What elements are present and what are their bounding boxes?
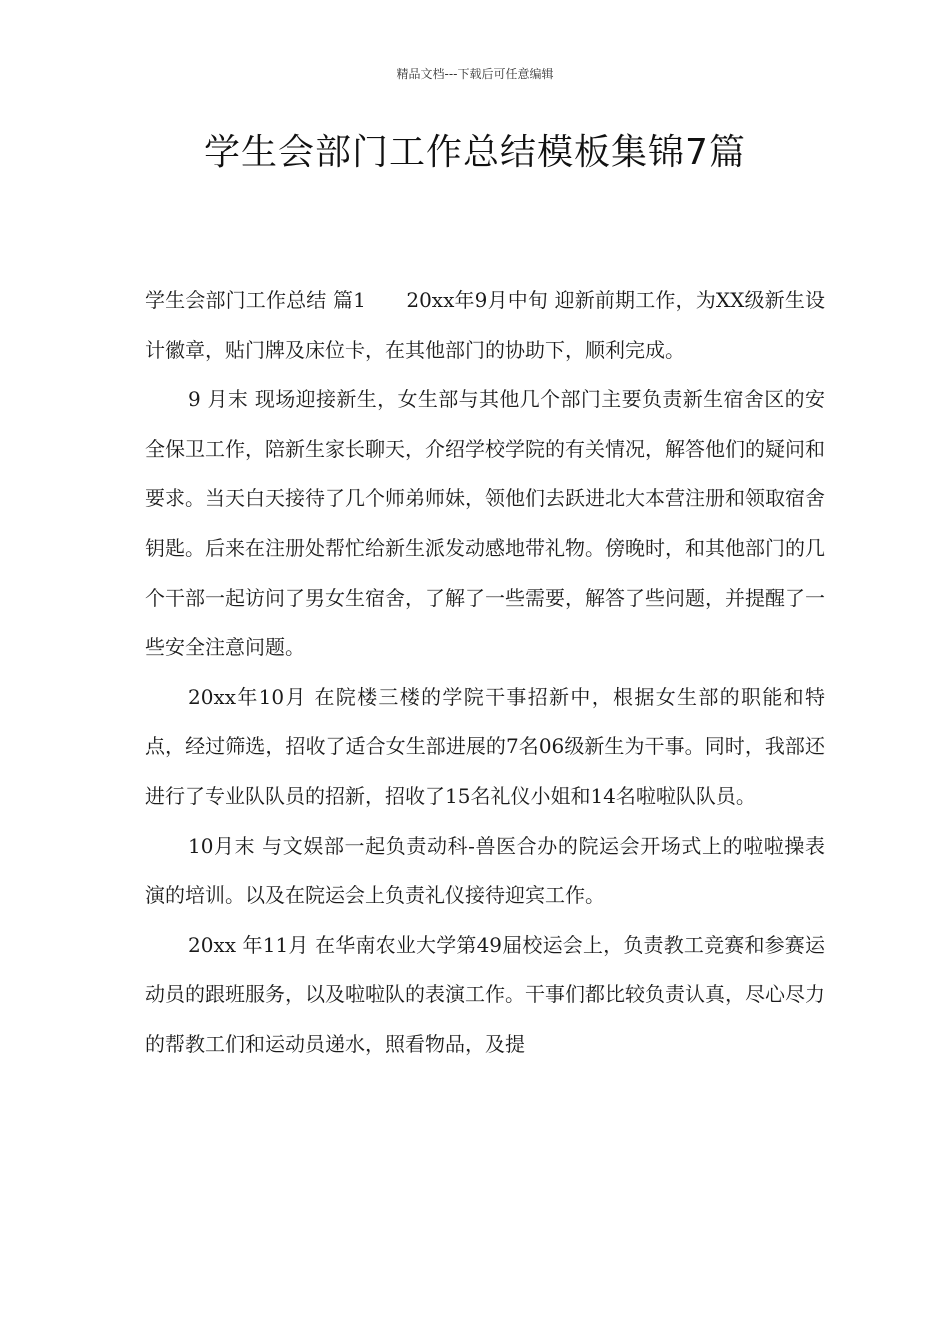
page-header-note: 精品文档---下载后可任意编辑 xyxy=(396,67,554,81)
paragraph-4: 10月末 与文娱部一起负责动科-兽医合办的院运会开场式上的啦啦操表演的培训。以及在院运会上负责礼仪接待迎宾工作。 xyxy=(145,833,825,908)
paragraph-1: 学生会部门工作总结 篇1 20xx年9月中旬 迎新前期工作，为XX级新生设计徽章，贴门牌及床位卡，在其他部门的协助下，顺利完成。 xyxy=(145,288,825,362)
document-body xyxy=(145,276,825,1070)
paragraph-5: 20xx 年11月 在华南农业大学第49届校运会上，负责教工竞赛和参赛运动员的跟班服务，以及啦啦队的表演工作。干事们都比较负责认真，尽心尽力的帮教工们和运动员递水，照看物品，及提 xyxy=(145,932,825,1056)
paragraph-3: 20xx年10月 在院楼三楼的学院干事招新中，根据女生部的职能和特点，经过筛选，招收了适合女生部进展的7名06级新生为干事。同时，我部还进行了专业队队员的招新，招收了15名礼仪小姐和14名啦啦队队员。 xyxy=(145,684,825,808)
document-title: 学生会部门工作总结模板集锦7篇 xyxy=(204,132,746,173)
paragraph-2: 9 月末 现场迎接新生，女生部与其他几个部门主要负责新生宿舍区的安全保卫工作，陪新生家长聊天，介绍学校学院的有关情况，解答他们的疑问和要求。当天白天接待了几个师弟师妹，领他们去跃进北大本营注册和领取宿舍钥匙。后来在注册处帮忙给新生派发动感地带礼物。傍晚时，和其他部门的几个干部一起访问了男女生宿舍，了解了一些需要，解答了些问题，并提醒了一些安全注意问题。 xyxy=(145,387,825,660)
